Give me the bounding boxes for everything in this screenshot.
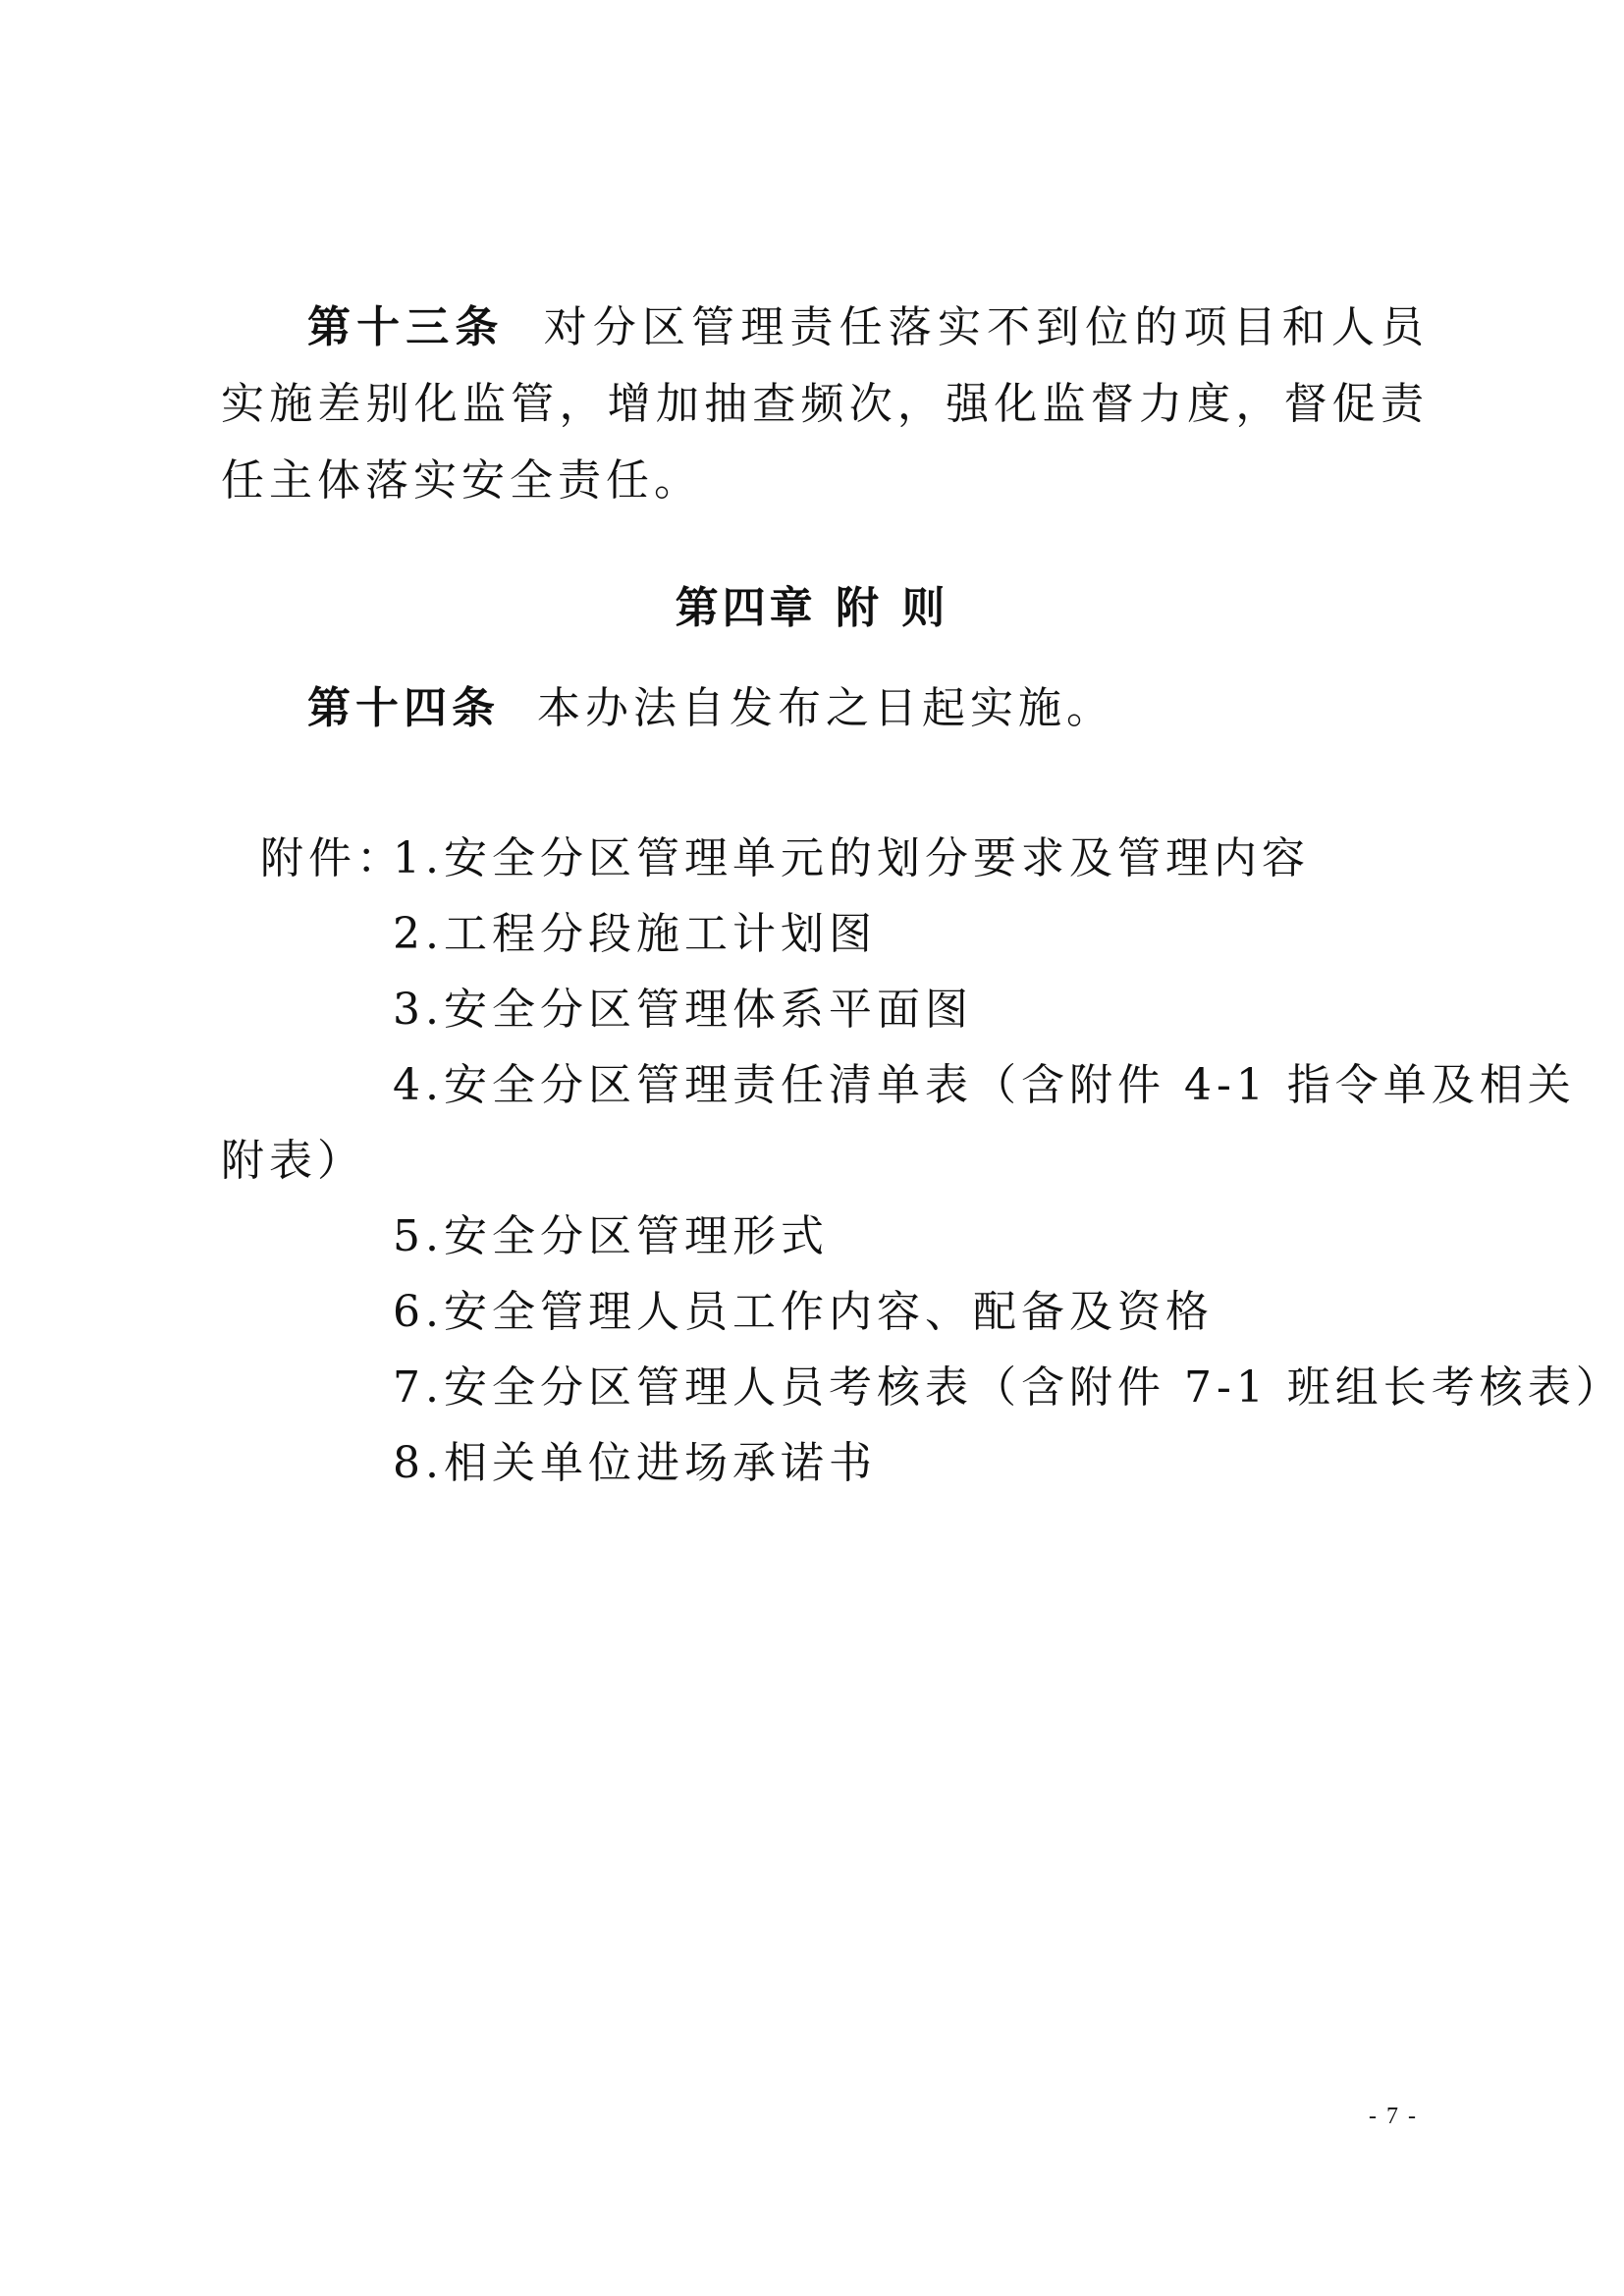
attachment-item-8: 8.相关单位进场承诺书 [393, 1438, 877, 1488]
attachment-item-1: 1.安全分区管理单元的划分要求及管理内容 [393, 833, 1310, 883]
attachment-item-7: 7.安全分区管理人员考核表（含附件 7-1 班组长考核表） [393, 1362, 1624, 1413]
attachment-item-6: 6.安全管理人员工作内容、配备及资格 [393, 1287, 1214, 1337]
attachment-item-4-continued: 附表） [221, 1136, 365, 1186]
attachment-item-3: 3.安全分区管理体系平面图 [393, 985, 973, 1035]
article-14-body: 本办法自发布之日起实施。 [536, 683, 1114, 733]
attachment-item-4: 4.安全分区管理责任清单表（含附件 4-1 指令单及相关 [393, 1060, 1576, 1110]
article-13-body: 对分区管理责任落实不到位的项目和人员实施差别化监管，增加抽查频次，强化监督力度，督促责任主体落实安全责任。 [221, 302, 1430, 506]
attachments-label: 附件： [260, 833, 405, 883]
article-14 [221, 670, 1429, 747]
article-13-heading: 第十三条 [307, 302, 505, 352]
page-number: - 7 - [1369, 2104, 1418, 2129]
chapter-4-title: 第四章 附 则 [675, 583, 949, 633]
article-13 [221, 290, 1429, 519]
article-14-heading: 第十四条 [307, 683, 500, 733]
attachment-item-5: 5.安全分区管理形式 [393, 1211, 829, 1261]
attachment-item-2: 2.工程分段施工计划图 [393, 909, 877, 959]
